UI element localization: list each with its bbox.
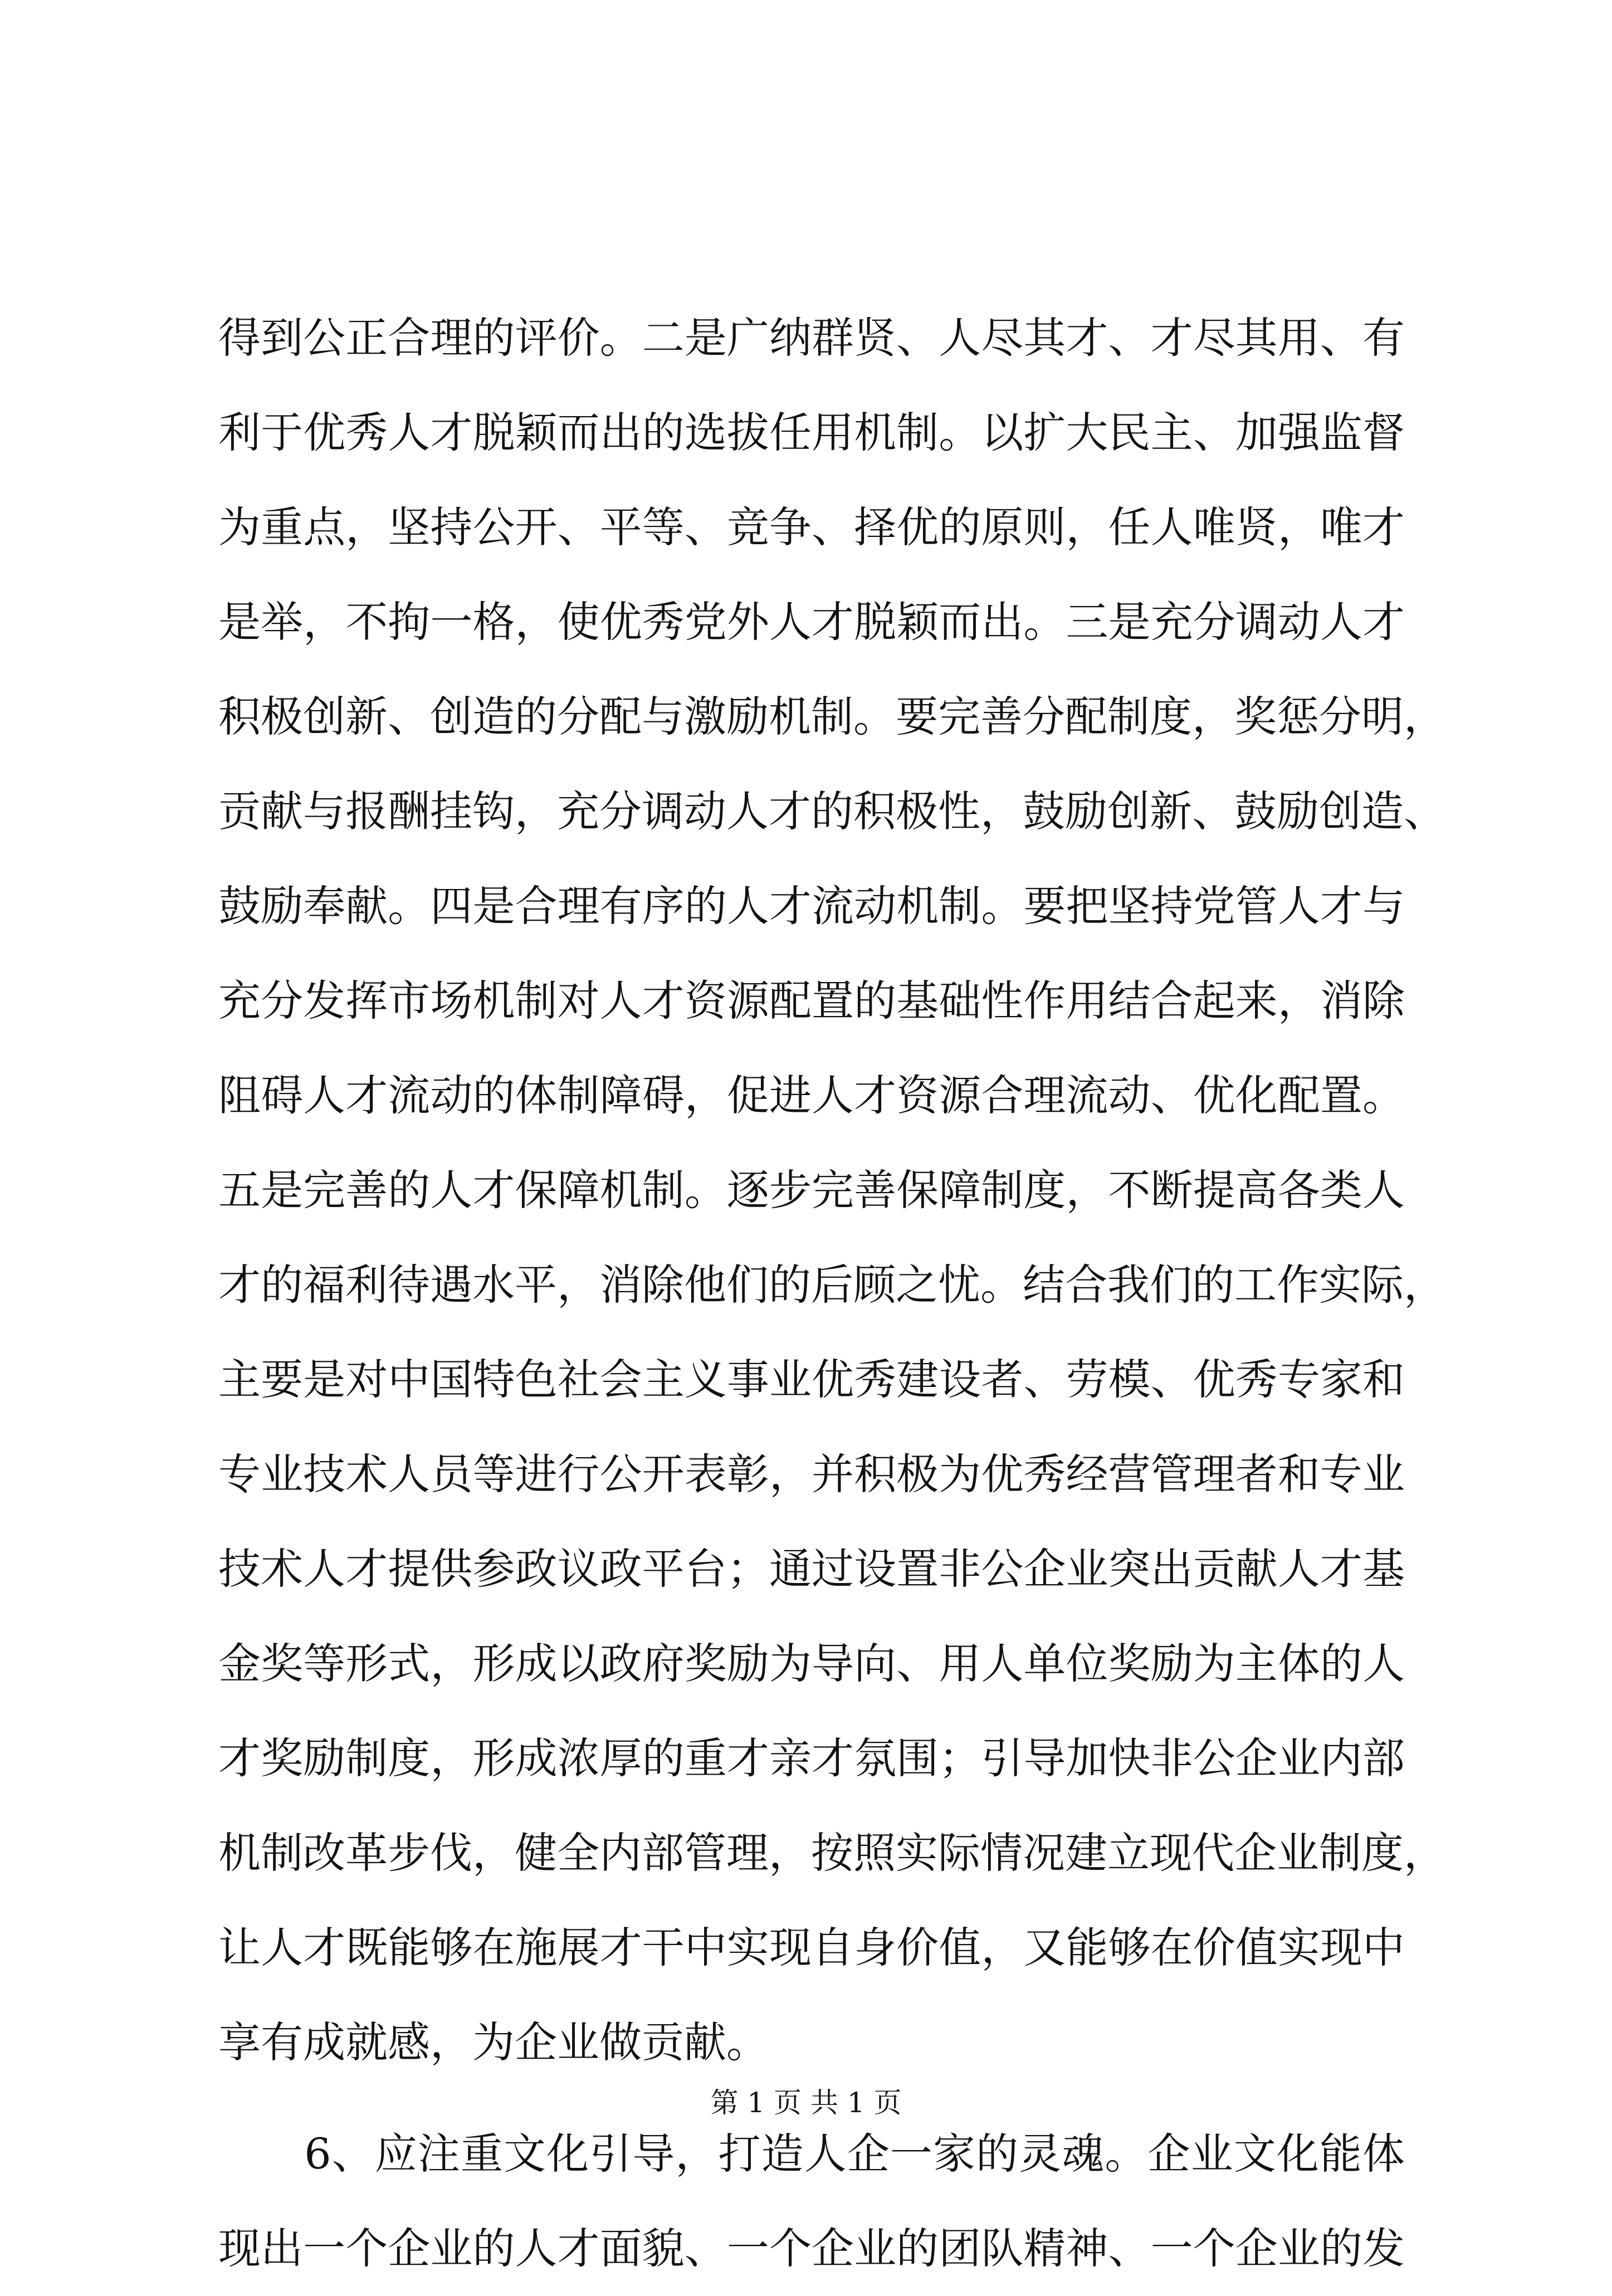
text-line: 让人才既能够在施展才干中实现自身价值，又能够在价值实现中 <box>218 1923 1405 1972</box>
text-line: 五是完善的人才保障机制。逐步完善保障制度，不断提高各类人 <box>218 1165 1405 1215</box>
page-footer: 第 1 页 共 1 页 <box>710 2087 902 2119</box>
text-line: 得到公正合理的评价。二是广纳群贤、人尽其才、才尽其用、有 <box>218 313 1405 363</box>
body-text <box>218 291 1446 2296</box>
text-line: 专业技术人员等进行公开表彰，并积极为优秀经营管理者和专业 <box>218 1449 1405 1499</box>
text-line: 才的福利待遇水平，消除他们的后顾之忧。结合我们的工作实际， <box>218 1260 1446 1310</box>
text-line: 才奖励制度，形成浓厚的重才亲才氛围；引导加快非公企业内部 <box>218 1733 1405 1783</box>
text-line: 6、应注重文化引导，打造人企一家的灵魂。企业文化能体 <box>218 2129 1405 2178</box>
text-line: 利于优秀人才脱颖而出的选拔任用机制。以扩大民主、加强监督 <box>218 408 1405 457</box>
text-line: 鼓励奉献。四是合理有序的人才流动机制。要把坚持党管人才与 <box>218 881 1405 931</box>
text-line: 现出一个企业的人才面貌、一个企业的团队精神、一个企业的发 <box>218 2224 1405 2273</box>
text-line: 主要是对中国特色社会主义事业优秀建设者、劳模、优秀专家和 <box>218 1355 1405 1404</box>
text-line: 贡献与报酬挂钩，充分调动人才的积极性，鼓励创新、鼓励创造、 <box>218 786 1446 836</box>
text-line: 金奖等形式，形成以政府奖励为导向、用人单位奖励为主体的人 <box>218 1639 1405 1688</box>
text-line: 享有成就感，为企业做贡献。 <box>218 2017 769 2067</box>
text-line: 是举，不拘一格，使优秀党外人才脱颖而出。三是充分调动人才 <box>218 597 1405 647</box>
text-line: 阻碍人才流动的体制障碍，促进人才资源合理流动、优化配置。 <box>218 1071 1405 1120</box>
text-line: 机制改革步伐，健全内部管理，按照实际情况建立现代企业制度， <box>218 1828 1446 1878</box>
text-line: 为重点，坚持公开、平等、竞争、择优的原则，任人唯贤，唯才 <box>218 502 1405 552</box>
text-line: 充分发挥市场机制对人才资源配置的基础性作用结合起来，消除 <box>218 976 1405 1025</box>
text-line: 技术人才提供参政议政平台；通过设置非公企业突出贡献人才基 <box>218 1544 1405 1594</box>
text-line: 积极创新、创造的分配与激励机制。要完善分配制度，奖惩分明， <box>218 692 1446 741</box>
